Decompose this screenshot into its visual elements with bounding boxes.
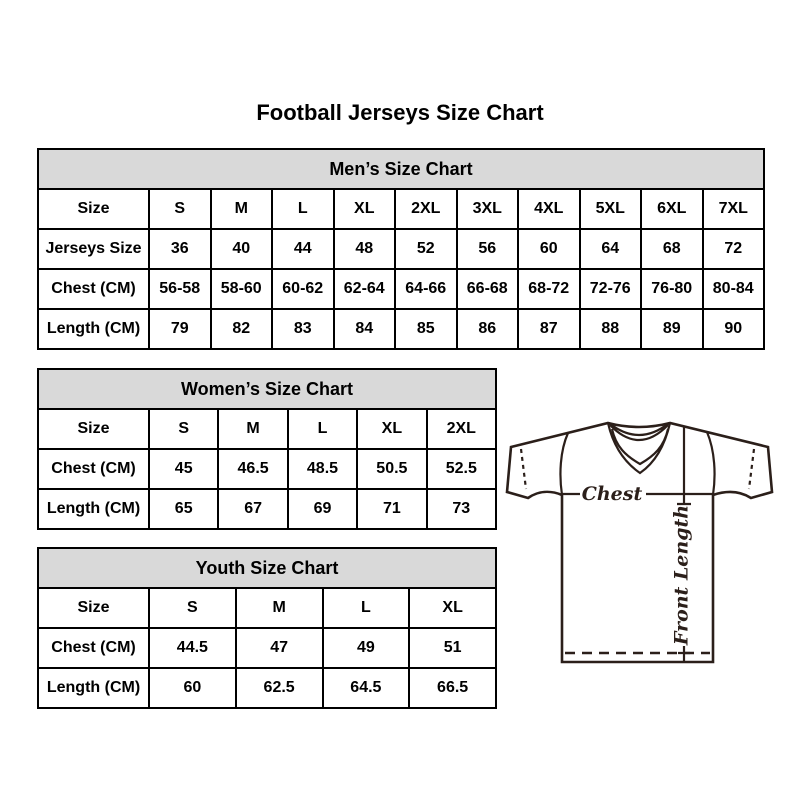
value-cell: 71 [357,489,426,529]
value-cell: 58-60 [211,269,273,309]
value-cell: 86 [457,309,519,349]
value-cell: 2XL [395,189,457,229]
value-cell: M [218,409,287,449]
value-cell: 72 [703,229,765,269]
table-row [38,489,496,529]
table-row [38,189,764,229]
value-cell: 50.5 [357,449,426,489]
value-cell: 85 [395,309,457,349]
table-row [38,588,496,628]
value-cell: 66.5 [409,668,496,708]
value-cell: S [149,189,211,229]
value-cell: 82 [211,309,273,349]
value-cell: 89 [641,309,703,349]
value-cell: 90 [703,309,765,349]
row-label-cell: Size [38,189,149,229]
row-label-cell: Length (CM) [38,309,149,349]
mens-size-table [37,148,765,350]
value-cell: 62-64 [334,269,396,309]
row-label-cell: Chest (CM) [38,269,149,309]
value-cell: 51 [409,628,496,668]
value-cell: 44.5 [149,628,236,668]
value-cell: M [211,189,273,229]
value-cell: 46.5 [218,449,287,489]
value-cell: 80-84 [703,269,765,309]
table-row [38,269,764,309]
value-cell: 48.5 [288,449,357,489]
value-cell: 56-58 [149,269,211,309]
row-label-cell: Size [38,588,149,628]
value-cell: XL [409,588,496,628]
value-cell: 83 [272,309,334,349]
value-cell: S [149,588,236,628]
row-label-cell: Jerseys Size [38,229,149,269]
value-cell: 87 [518,309,580,349]
table-title-row [38,548,496,588]
value-cell: 49 [323,628,410,668]
value-cell: XL [357,409,426,449]
table-row [38,229,764,269]
value-cell: 56 [457,229,519,269]
table-title: Men’s Size Chart [38,149,764,189]
value-cell: 44 [272,229,334,269]
value-cell: 64 [580,229,642,269]
table-row [38,409,496,449]
table-row [38,309,764,349]
value-cell: 68-72 [518,269,580,309]
value-cell: XL [334,189,396,229]
table-row [38,628,496,668]
value-cell: M [236,588,323,628]
value-cell: 88 [580,309,642,349]
value-cell: 2XL [427,409,496,449]
jersey-measurement-diagram [505,403,785,673]
youth-size-table [37,547,497,709]
value-cell: 40 [211,229,273,269]
table-title-row [38,369,496,409]
value-cell: L [272,189,334,229]
value-cell: 7XL [703,189,765,229]
value-cell: 36 [149,229,211,269]
row-label-cell: Chest (CM) [38,628,149,668]
value-cell: 6XL [641,189,703,229]
value-cell: 48 [334,229,396,269]
jersey-outline [507,423,772,662]
value-cell: 68 [641,229,703,269]
row-label-cell: Size [38,409,149,449]
value-cell: 3XL [457,189,519,229]
value-cell: 62.5 [236,668,323,708]
value-cell: 64.5 [323,668,410,708]
table-title: Youth Size Chart [38,548,496,588]
row-label-cell: Length (CM) [38,489,149,529]
value-cell: 69 [288,489,357,529]
row-label-cell: Length (CM) [38,668,149,708]
page-title: Football Jerseys Size Chart [256,100,544,125]
value-cell: 76-80 [641,269,703,309]
value-cell: S [149,409,218,449]
table-title: Women’s Size Chart [38,369,496,409]
value-cell: 60 [518,229,580,269]
value-cell: 65 [149,489,218,529]
value-cell: L [288,409,357,449]
value-cell: 47 [236,628,323,668]
front-length-label: Front Length [670,504,693,646]
value-cell: 52.5 [427,449,496,489]
value-cell: 5XL [580,189,642,229]
table-row [38,668,496,708]
womens-size-table [37,368,497,530]
value-cell: 60-62 [272,269,334,309]
value-cell: 84 [334,309,396,349]
value-cell: 79 [149,309,211,349]
value-cell: 60 [149,668,236,708]
row-label-cell: Chest (CM) [38,449,149,489]
value-cell: 64-66 [395,269,457,309]
value-cell: 72-76 [580,269,642,309]
chest-label: Chest [581,483,643,505]
value-cell: 45 [149,449,218,489]
table-title-row [38,149,764,189]
value-cell: 73 [427,489,496,529]
value-cell: L [323,588,410,628]
value-cell: 52 [395,229,457,269]
value-cell: 66-68 [457,269,519,309]
value-cell: 67 [218,489,287,529]
table-row [38,449,496,489]
value-cell: 4XL [518,189,580,229]
